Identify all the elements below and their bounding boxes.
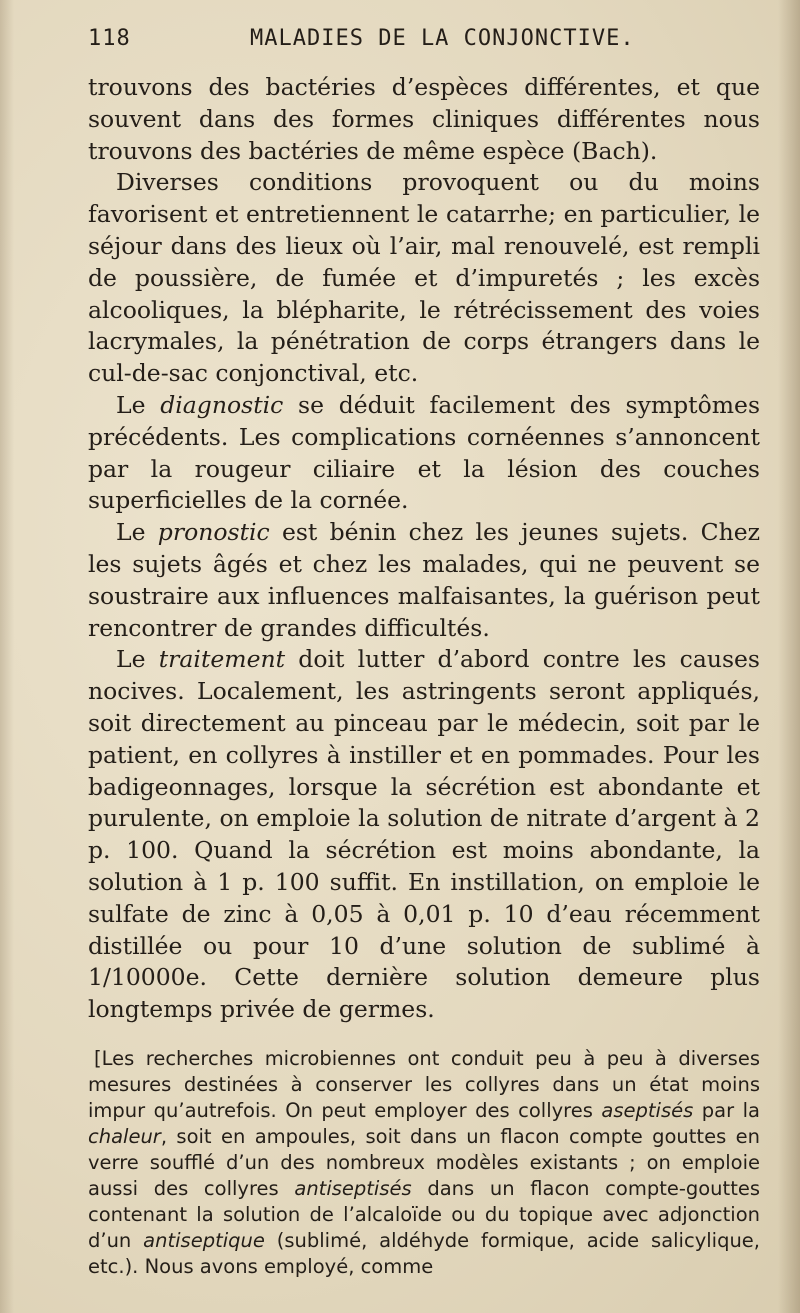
term-aseptises: aseptisés — [601, 1098, 694, 1122]
note-text: dans un flacon compte-gouttes contenant la solution de l’alcaloïde ou du topique avec adjonction d’un — [88, 1176, 760, 1252]
paragraph-pronostic — [88, 517, 760, 644]
running-title: MALADIES DE LA CONJONCTIVE. — [250, 26, 635, 51]
paragraph-text: trouvons des bactéries d’espèces différentes, et que souvent dans des formes cliniques différentes nous trouvons des bactéries de même espèce (Bach). — [88, 73, 760, 165]
page-shadow-right — [778, 0, 800, 1313]
note-text: par la — [693, 1098, 760, 1122]
term-chaleur: chaleur — [88, 1124, 161, 1148]
paragraph-diagnostic — [88, 390, 760, 517]
paragraph-causes — [88, 167, 760, 390]
page-shadow-left — [0, 0, 14, 1313]
paragraph-bacteria — [88, 72, 760, 167]
term-antiseptique: antiseptique — [143, 1228, 265, 1252]
paragraph-text: doit lutter d’abord contre les causes nocives. Localement, les astringents seront appliqués, soit directement au pinceau par le médecin, soit par le patient, en collyres à instiller et en pommades. Pour les badigeonnages, lorsque la sécrétion est abondante et purulente, on emploie la solution de nitrate d’argent à 2 p. 100. Quand la sécrétion est moins abondante, la solution à 1 p. 100 suffit. En instillation, on emploie le sulfate de zinc à 0,05 à 0,01 p. 10 d’eau récemment distillée ou pour 10 d’une solution de sublimé à 1/10000e. Cette dernière solution demeure plus longtemps privée de germes. — [88, 645, 760, 1024]
paragraph-traitement — [88, 644, 760, 1026]
note-text: [Les recherches microbiennes ont conduit peu à peu à diverses mesures destinées à conserver les collyres dans un état moins impur qu’autrefois. On peut employer des collyres — [88, 1046, 760, 1122]
note-text: , soit en ampoules, soit dans un flacon compte gouttes en verre soufflé d’un des nombreux modèles existants ; on emploie aussi des collyres — [88, 1124, 760, 1200]
paragraph-lead: Le — [116, 645, 159, 674]
paragraph-lead: Le — [116, 390, 161, 419]
term-diagnostic: diagnostic — [160, 390, 284, 419]
note-text: (sublimé, aldéhyde formique, acide salicylique, etc.). Nous avons employé, comme — [88, 1228, 761, 1278]
term-antiseptises: antiseptisés — [294, 1176, 412, 1200]
paragraph-text: se déduit facilement des symptômes précédents. Les complications cornéennes s’annoncent par la rougeur ciliaire et la lésion des couches superficielles de la cornée. — [88, 390, 761, 515]
term-pronostic: pronostic — [157, 518, 270, 547]
running-header — [88, 22, 758, 56]
page-number: 118 — [88, 26, 131, 51]
section-gap — [88, 1026, 760, 1046]
term-traitement: traitement — [158, 645, 286, 674]
page-body — [88, 72, 760, 1280]
paragraph-text: Diverses conditions provoquent ou du moins favorisent et entretiennent le catarrhe; en particulier, le séjour dans des lieux où l’air, mal renouvelé, est rempli de poussière, de fumée et d’impuretés ; les excès alcooliques, la blépharite, le rétrécissement des voies lacrymales, la pénétration de corps étrangers dans le cul-de-sac conjonctival, etc. — [88, 168, 760, 388]
paragraph-text: est bénin chez les jeunes sujets. Chez les sujets âgés et chez les malades, qui ne peuvent se soustraire aux influences malfaisantes, la guérison peut rencontrer de grandes difficultés. — [88, 518, 761, 642]
editor-note — [88, 1046, 760, 1280]
paragraph-lead: Le — [116, 518, 158, 547]
